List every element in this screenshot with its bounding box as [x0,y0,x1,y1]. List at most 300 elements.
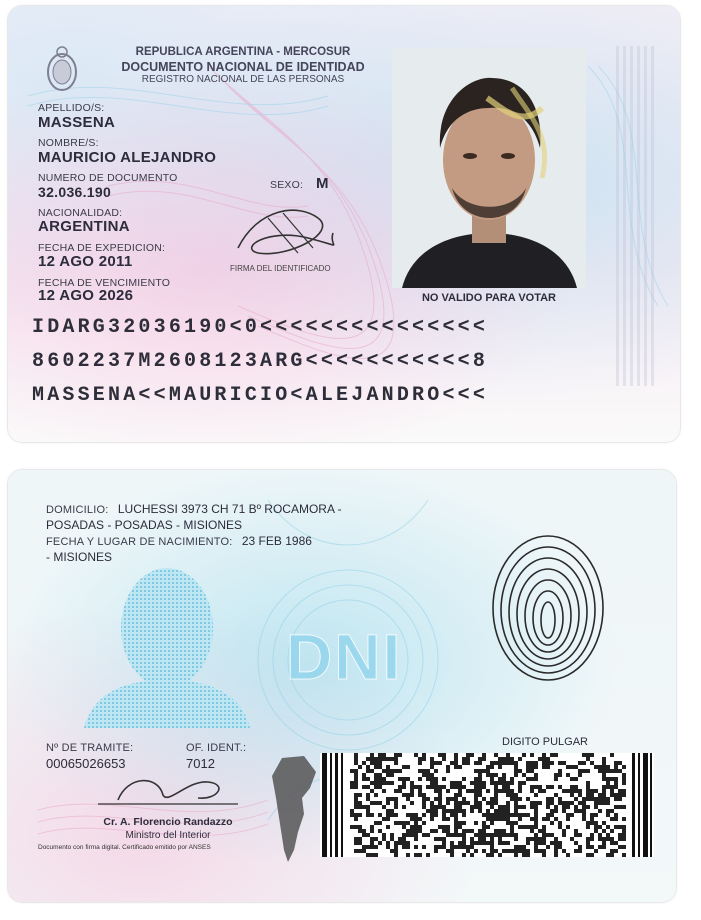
barcode-module [594,813,598,817]
barcode-module [354,801,358,805]
official-name: Cr. A. Florencio Randazzo [103,816,233,828]
barcode-module [558,761,562,765]
barcode-module [434,849,438,853]
barcode-module [402,781,406,785]
barcode-module [594,829,598,833]
barcode-module [354,777,358,781]
barcode-module [534,837,538,841]
barcode-module [546,833,550,837]
barcode-module [386,797,390,801]
barcode-module [602,845,606,849]
barcode-module [510,833,514,837]
barcode-module [542,849,546,853]
barcode-module [598,765,602,769]
barcode-module [366,793,370,797]
barcode-module [566,773,570,777]
barcode-module [614,777,618,781]
ghost-photo [84,550,250,728]
barcode-module [518,805,522,809]
barcode-module [466,849,470,853]
barcode-module [454,797,458,801]
barcode-module [426,773,430,777]
barcode-module [610,853,614,857]
barcode-module [530,769,534,773]
barcode-module [446,833,450,837]
barcode-module [486,809,490,813]
barcode-module [418,825,422,829]
barcode-module [350,769,354,773]
barcode-module [486,773,490,777]
barcode-module [430,785,434,789]
barcode-module [606,825,610,829]
barcode-module [614,797,618,801]
barcode-module [574,849,578,853]
header-registry: REGISTRO NACIONAL DE LAS PERSONAS [141,74,345,85]
barcode-module [518,781,522,785]
barcode-module [378,813,382,817]
barcode-module [490,813,494,817]
barcode-module [490,849,494,853]
barcode-module [602,789,606,793]
barcode-module [526,765,530,769]
barcode-module [414,821,418,825]
barcode-module [394,853,398,857]
barcode-module [458,781,462,785]
barcode-module [410,801,414,805]
barcode-module [478,761,482,765]
barcode-module [454,829,458,833]
barcode-module [402,833,406,837]
barcode-module [422,833,426,837]
barcode-module [454,825,458,829]
issue-date-value: 12 AGO 2011 [38,253,133,270]
barcode-module [602,761,606,765]
barcode-module [446,801,450,805]
barcode-module [434,797,438,801]
barcode-module [354,785,358,789]
barcode-module [590,761,594,765]
barcode-module [362,845,366,849]
barcode-module [414,829,418,833]
barcode-module [474,789,478,793]
barcode-module [438,761,442,765]
digital-signature-note: Documento con firma digital. Certificado emitido por ANSES [38,844,211,851]
barcode-module [402,785,406,789]
barcode-module [474,805,478,809]
barcode-module [598,793,602,797]
barcode-module [466,753,470,757]
barcode-module [558,769,562,773]
barcode-module [618,797,622,801]
barcode-module [350,781,354,785]
barcode-module [606,769,610,773]
barcode-module [494,753,498,757]
barcode-module [614,769,618,773]
barcode-module [518,813,522,817]
barcode-module [358,765,362,769]
barcode-module [586,785,590,789]
barcode-module [470,845,474,849]
barcode-module [506,757,510,761]
barcode-module [594,849,598,853]
barcode-module [370,853,374,857]
barcode-module [622,765,626,769]
barcode-module [434,761,438,765]
address-row [46,502,342,516]
barcode-module [430,781,434,785]
barcode-module [590,817,594,821]
barcode-module [566,801,570,805]
barcode-module [426,785,430,789]
barcode-module [410,785,414,789]
barcode-module [498,757,502,761]
barcode-module [622,837,626,841]
barcode-module [482,837,486,841]
names-value: MAURICIO ALEJANDRO [38,149,217,166]
barcode-module [378,829,382,833]
barcode-module [522,773,526,777]
barcode-module [618,845,622,849]
barcode-module [570,785,574,789]
barcode-module [498,817,502,821]
barcode-module [586,781,590,785]
barcode-module [442,809,446,813]
of-ident-value: 7012 [186,756,215,771]
barcode-module [382,757,386,761]
barcode-module [414,845,418,849]
barcode-module [406,821,410,825]
header-document-type: DOCUMENTO NACIONAL DE IDENTIDAD [121,60,365,74]
barcode-module [582,761,586,765]
barcode-module [406,845,410,849]
barcode-module [402,793,406,797]
barcode-module [586,797,590,801]
barcode-module [414,833,418,837]
barcode-module [618,805,622,809]
barcode-module [402,821,406,825]
barcode-module [534,773,538,777]
barcode-module [462,761,466,765]
barcode-module [418,829,422,833]
barcode-module [534,809,538,813]
barcode-module [470,809,474,813]
barcode-module [382,833,386,837]
barcode-module [454,833,458,837]
barcode-module [378,821,382,825]
barcode-module [494,773,498,777]
barcode-module [410,781,414,785]
barcode-module [514,853,518,857]
barcode-module [582,817,586,821]
barcode-module [502,809,506,813]
barcode-module [466,761,470,765]
barcode-module [406,793,410,797]
barcode-module [462,797,466,801]
barcode-module [602,757,606,761]
barcode-module [490,773,494,777]
barcode-module [454,765,458,769]
barcode-module [374,793,378,797]
barcode-module [590,853,594,857]
barcode-module [474,801,478,805]
barcode-module [370,769,374,773]
barcode-module [498,765,502,769]
barcode-module [530,801,534,805]
barcode-module [450,809,454,813]
barcode-module [542,765,546,769]
barcode-module [610,817,614,821]
barcode-module [406,777,410,781]
barcode-module [390,837,394,841]
barcode-module [410,813,414,817]
barcode-module [450,781,454,785]
barcode-module [414,825,418,829]
barcode-module [582,801,586,805]
barcode-module [610,753,614,757]
barcode-module [450,845,454,849]
barcode-module [438,753,442,757]
barcode-module [534,825,538,829]
barcode-module [470,837,474,841]
barcode-module [466,801,470,805]
barcode-module [498,789,502,793]
barcode-module [402,837,406,841]
coat-of-arms-emblem [42,42,82,103]
barcode-module [474,797,478,801]
barcode-module [394,813,398,817]
barcode-module [622,805,626,809]
barcode-module [422,793,426,797]
barcode-module [478,829,482,833]
barcode-module [394,849,398,853]
barcode-module [574,765,578,769]
barcode-module [578,845,582,849]
barcode-module [390,773,394,777]
barcode-module [374,853,378,857]
barcode-module [418,793,422,797]
barcode-module [446,765,450,769]
barcode-module [574,805,578,809]
barcode-module [610,809,614,813]
barcode-module [550,785,554,789]
barcode-module [510,793,514,797]
barcode-module [430,801,434,805]
barcode-module [414,753,418,757]
barcode-module [386,801,390,805]
barcode-module [450,785,454,789]
barcode-module [370,813,374,817]
barcode-module [454,805,458,809]
barcode-module [494,813,498,817]
barcode-module [490,805,494,809]
barcode-module [558,841,562,845]
signature-caption: FIRMA DEL IDENTIFICADO [230,264,331,273]
barcode-module [474,821,478,825]
barcode-module [374,845,378,849]
barcode-module [554,849,558,853]
barcode-module [354,773,358,777]
barcode-module [378,777,382,781]
barcode-module [610,769,614,773]
barcode-module [354,757,358,761]
barcode-module [490,777,494,781]
barcode-module [526,777,530,781]
barcode-module [534,777,538,781]
barcode-module [518,769,522,773]
barcode-module [358,841,362,845]
barcode-module [494,761,498,765]
barcode-module [606,813,610,817]
barcode-module [534,821,538,825]
barcode-module [606,765,610,769]
barcode-module [386,825,390,829]
barcode-module [618,761,622,765]
barcode-module [434,789,438,793]
barcode-module [490,797,494,801]
barcode-module [586,757,590,761]
barcode-module [362,773,366,777]
barcode-module [546,761,550,765]
barcode-module [614,765,618,769]
barcode-module [602,829,606,833]
barcode-module [578,809,582,813]
expiry-date-value: 12 AGO 2026 [38,287,134,304]
barcode-module [518,849,522,853]
barcode-module [530,817,534,821]
barcode-module [370,753,374,757]
barcode-module [434,813,438,817]
barcode-module [410,829,414,833]
barcode-module [442,825,446,829]
barcode-module [390,781,394,785]
barcode-module [426,797,430,801]
barcode-module [594,825,598,829]
barcode-module [494,785,498,789]
barcode-module [382,789,386,793]
barcode-module [530,765,534,769]
barcode-module [606,809,610,813]
barcode-module [438,805,442,809]
argentina-map-icon [264,754,324,869]
barcode-module [578,789,582,793]
barcode-module [354,813,358,817]
barcode-module [474,841,478,845]
birth-label: FECHA Y LUGAR DE NACIMIENTO: [46,536,233,548]
vote-notice: NO VALIDO PARA VOTAR [421,292,557,304]
barcode-module [514,761,518,765]
barcode-module [478,773,482,777]
barcode-module [598,801,602,805]
barcode-module [454,753,458,757]
mrz-line-1: IDARG32036190<0<<<<<<<<<<<<<<< [32,316,489,339]
barcode-module [430,809,434,813]
barcode-module [522,845,526,849]
barcode-module [546,797,550,801]
barcode-module [618,793,622,797]
barcode-module [534,761,538,765]
barcode-module [510,849,514,853]
barcode-module [514,833,518,837]
barcode-module [458,833,462,837]
barcode-module [614,793,618,797]
barcode-module [602,801,606,805]
barcode-module [494,781,498,785]
barcode-module [574,789,578,793]
barcode-module [482,829,486,833]
barcode-module [482,769,486,773]
barcode-module [570,837,574,841]
barcode-module [438,845,442,849]
barcode-module [446,809,450,813]
barcode-module [398,821,402,825]
barcode-module [442,757,446,761]
birth-date: 23 FEB 1986 [241,534,312,548]
barcode-module [410,793,414,797]
barcode-module [458,789,462,793]
barcode-module [350,785,354,789]
barcode-module [494,793,498,797]
barcode-module [518,845,522,849]
barcode-module [538,841,542,845]
barcode-module [394,801,398,805]
barcode-module [370,781,374,785]
barcode-module [534,805,538,809]
barcode-module [606,785,610,789]
barcode-module [402,841,406,845]
barcode-module [514,845,518,849]
barcode-module [394,841,398,845]
barcode-module [402,845,406,849]
barcode-module [530,753,534,757]
barcode-module [462,785,466,789]
barcode-module [618,825,622,829]
barcode-module [614,781,618,785]
barcode-module [522,849,526,853]
barcode-module [542,841,546,845]
barcode-module [450,761,454,765]
barcode-module [454,781,458,785]
barcode-module [578,801,582,805]
barcode-module [506,753,510,757]
barcode-module [542,761,546,765]
thumb-caption: DIGITO PULGAR [502,736,588,748]
barcode-module [550,801,554,805]
barcode-module [382,777,386,781]
barcode-module [446,825,450,829]
barcode-module [538,785,542,789]
barcode-module [554,841,558,845]
barcode-module [470,829,474,833]
barcode-module [490,841,494,845]
barcode-module [350,809,354,813]
barcode-module [414,817,418,821]
barcode-module [610,829,614,833]
barcode-module [382,753,386,757]
barcode-module [554,805,558,809]
barcode-module [506,805,510,809]
barcode-module [422,797,426,801]
barcode-module [406,765,410,769]
barcode-module [550,813,554,817]
barcode-module [506,801,510,805]
barcode-module [498,829,502,833]
barcode-module [386,809,390,813]
barcode-module [526,837,530,841]
barcode-module [378,757,382,761]
barcode-module [454,761,458,765]
barcode-module [366,785,370,789]
barcode-module [598,837,602,841]
